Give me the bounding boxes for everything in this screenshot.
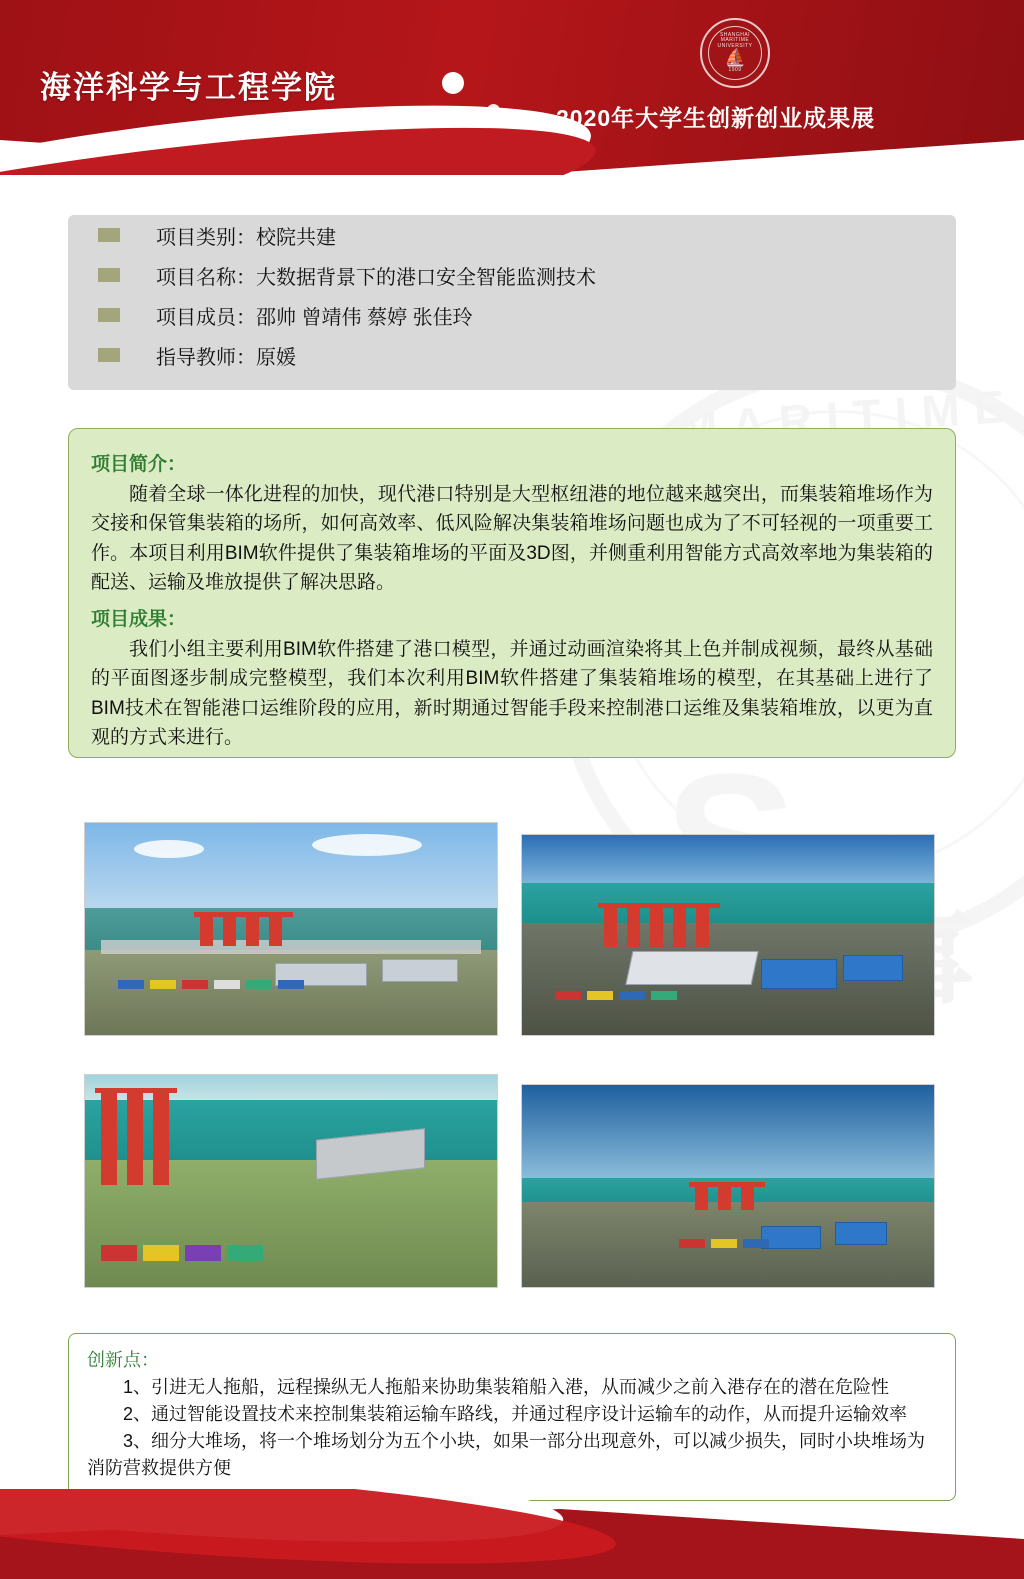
description-box — [68, 428, 956, 758]
crane — [127, 1088, 143, 1186]
info-label: 项目名称： — [156, 266, 256, 289]
container — [651, 991, 677, 1000]
college-name: 海洋科学与工程学院 — [40, 70, 337, 105]
crane — [673, 903, 686, 947]
render-scene — [85, 823, 497, 1035]
warehouse-blue — [761, 959, 837, 989]
square-bullet-icon — [98, 268, 120, 282]
container-stacks — [118, 980, 464, 1014]
square-bullet-icon — [98, 228, 120, 242]
info-value: 邵帅 曾靖伟 蔡婷 张佳玲 — [256, 306, 473, 329]
watermark-english-text: MARITIME — [677, 379, 1021, 455]
container — [587, 991, 613, 1000]
container — [214, 980, 240, 989]
info-row — [68, 215, 956, 255]
project-info-box — [68, 215, 956, 390]
gallery-image-2 — [521, 834, 935, 1036]
info-row — [68, 295, 956, 335]
logo-year: 1909 — [728, 66, 742, 73]
sky — [522, 1085, 934, 1182]
header-banner — [0, 0, 1024, 175]
sky — [522, 835, 934, 887]
gallery-image-3 — [84, 1074, 498, 1288]
banner-dot-small — [487, 104, 500, 117]
render-scene — [85, 1075, 497, 1287]
banner-dot-large — [442, 72, 464, 94]
crane — [741, 1182, 754, 1210]
intro-body: 随着全球一体化进程的加快，现代港口特别是大型枢纽港的地位越来越突出，而集装箱堆场作为交接和保管集装箱的场所，如何高效率、低风险解决集装箱堆场问题也成为了不可轻视的一项重要工作。本项目利用BIM软件提供了集装箱堆场的平面及3D图，并侧重利用智能方式高效率地为集装箱的配送、运输及堆放提供了解决思路。 — [91, 484, 933, 594]
crane — [695, 1182, 708, 1210]
container — [143, 1245, 179, 1261]
university-logo-icon — [700, 18, 770, 88]
container-stacks — [101, 1245, 373, 1279]
square-bullet-icon — [98, 308, 120, 322]
crane — [604, 903, 617, 947]
innovation-item: 2、通过智能设置技术来控制集装箱运输车路线，并通过程序设计运输车的动作，从而提升运输效率 — [123, 1404, 908, 1424]
crane — [650, 903, 663, 947]
intro-title: 项目简介： — [91, 454, 187, 475]
info-row — [68, 335, 956, 375]
container-stacks — [555, 991, 901, 1023]
render-scene — [522, 835, 934, 1035]
crane — [153, 1088, 169, 1186]
crane — [269, 912, 282, 946]
info-label: 指导教师： — [156, 346, 256, 369]
crane — [718, 1182, 731, 1210]
info-label: 项目成员： — [156, 306, 256, 329]
container — [711, 1239, 737, 1248]
logo-mark: ⛵ — [724, 48, 746, 68]
cloud — [134, 840, 204, 858]
info-row — [68, 255, 956, 295]
innovation-item: 1、引进无人拖船，远程操纵无人拖船来协助集装箱船入港，从而减少之前入港存在的潜在危险性 — [123, 1377, 890, 1397]
crane — [200, 912, 213, 946]
logo-ring — [708, 26, 762, 80]
container — [679, 1239, 705, 1248]
container — [743, 1239, 769, 1248]
gallery-image-4 — [521, 1084, 935, 1288]
container — [555, 991, 581, 1000]
info-value: 大数据背景下的港口安全智能监测技术 — [256, 266, 596, 289]
warehouse-blue — [843, 955, 903, 981]
container — [227, 1245, 263, 1261]
crane — [696, 903, 709, 947]
container — [118, 980, 144, 989]
crane — [246, 912, 259, 946]
innovation-item: 3、细分大堆场，将一个堆场划分为五个小块，如果一部分出现意外，可以减少损失，同时小块堆场为消防营救提供方便 — [87, 1431, 926, 1478]
crane-row — [695, 1182, 786, 1210]
crane-row — [604, 903, 851, 947]
container — [101, 1245, 137, 1261]
info-value: 原媛 — [256, 346, 296, 369]
innovation-box — [68, 1333, 956, 1501]
gallery-image-1 — [84, 822, 498, 1036]
crane — [101, 1088, 117, 1186]
warehouse — [625, 951, 758, 985]
crane — [627, 903, 640, 947]
sky — [85, 823, 497, 912]
cloud — [312, 834, 422, 856]
crane-row — [200, 912, 340, 946]
result-body: 我们小组主要利用BIM软件搭建了港口模型，并通过动画渲染将其上色并制成视频，最终从基础的平面图逐步制成完整模型，我们本次利用BIM软件搭建了集装箱堆场的模型，在其基础上进行了BIM技术在智能港口运维阶段的应用，新时期通过智能手段来控制港口运维及集装箱堆放，以更为直观的方式来进行。 — [91, 638, 933, 749]
innovation-title: 创新点： — [87, 1350, 159, 1370]
render-scene — [522, 1085, 934, 1287]
result-title: 项目成果： — [91, 608, 187, 630]
container — [182, 980, 208, 989]
info-value: 校院共建 — [256, 226, 336, 249]
footer-banner — [0, 1489, 1024, 1579]
square-bullet-icon — [98, 348, 120, 362]
container-stacks — [679, 1239, 852, 1271]
container — [150, 980, 176, 989]
warehouse — [382, 959, 458, 982]
logo-top-text: SHANGHAI MARITIME UNIVERSITY — [717, 31, 753, 49]
container — [185, 1245, 221, 1261]
container — [619, 991, 645, 1000]
container — [278, 980, 304, 989]
crane-row — [101, 1088, 307, 1186]
crane — [223, 912, 236, 946]
expo-title: 2020年大学生创新创业成果展 — [556, 105, 876, 131]
info-label: 项目类别： — [156, 226, 256, 249]
container — [246, 980, 272, 989]
